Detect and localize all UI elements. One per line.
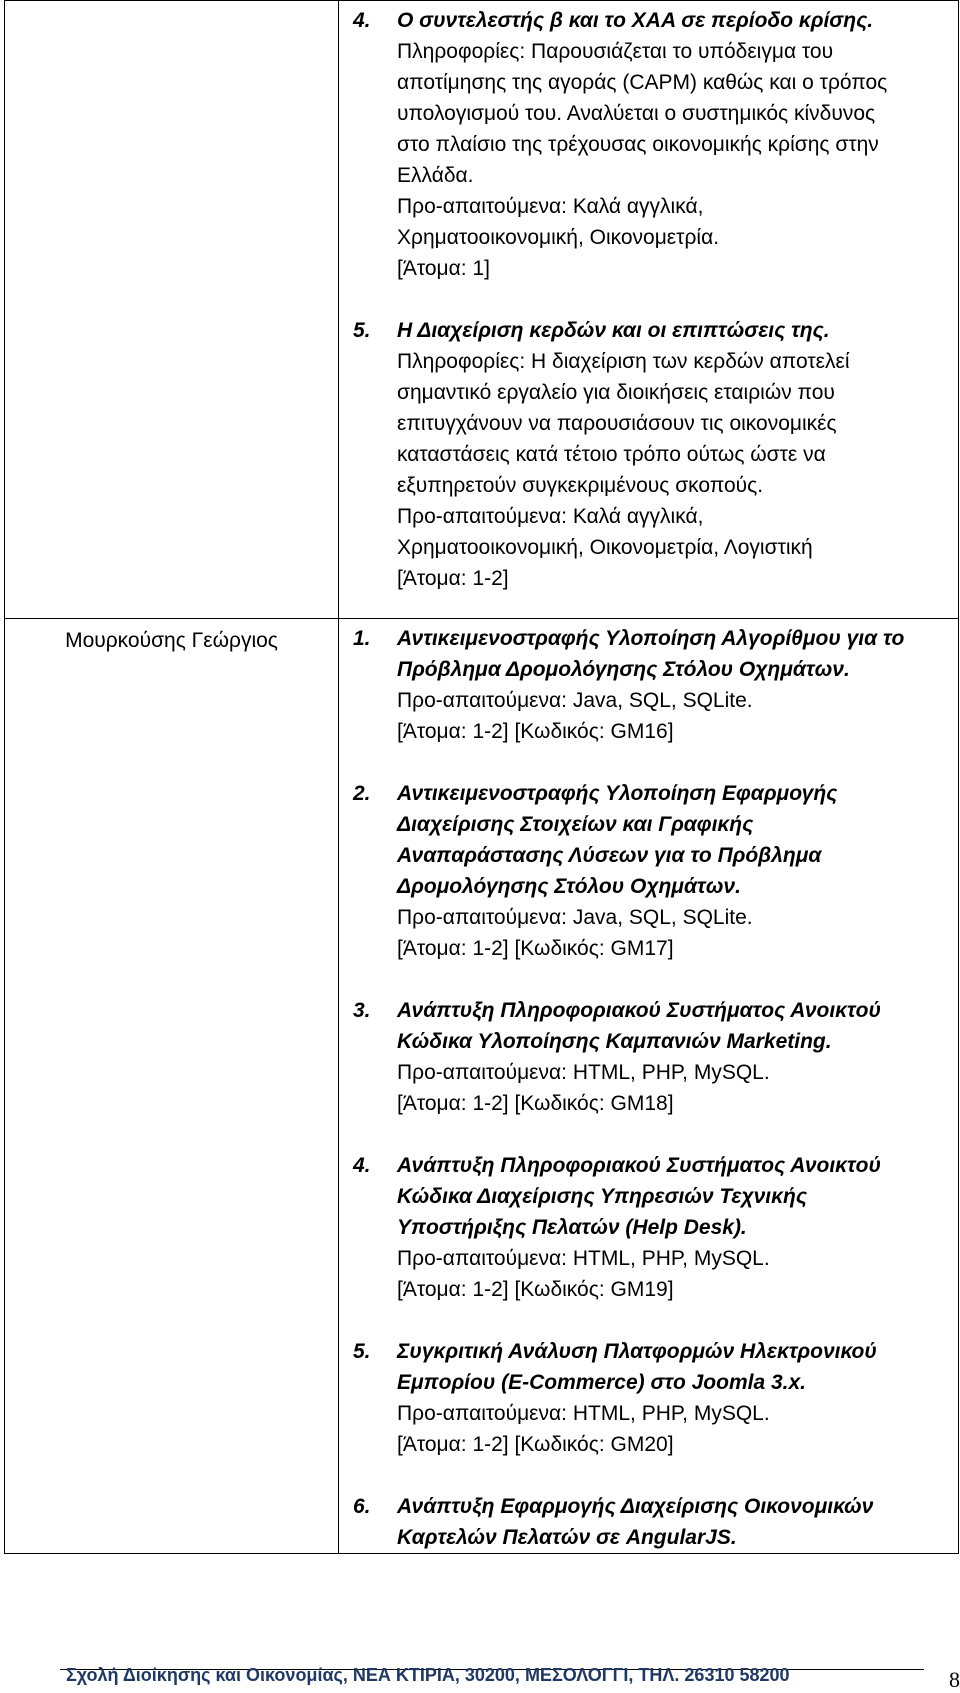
item-title-line: Καρτελών Πελατών σε AngularJS. [397, 1526, 737, 1549]
list-item [353, 1491, 948, 1553]
list-item [353, 1336, 948, 1460]
item-detail-line: αποτίμησης της αγοράς (CAPM) καθώς και ο τρόπος [397, 71, 888, 94]
item-body [397, 1336, 948, 1460]
list-item [353, 315, 948, 594]
item-title-line: Ο συντελεστής β και το ΧΑΑ σε περίοδο κρίσης. [397, 9, 874, 32]
item-body [397, 315, 948, 594]
item-title-line: Ανάπτυξη Εφαρμογής Διαχείρισης Οικονομικών [397, 1495, 874, 1518]
professor-name: Μουρκούσης Γεώργιος [65, 629, 278, 652]
item-detail-line: Προ-απαιτούμενα: Java, SQL, SQLite. [397, 689, 753, 712]
item-spacer [353, 964, 948, 995]
item-title-line: Κώδικα Διαχείρισης Υπηρεσιών Τεχνικής [397, 1185, 808, 1208]
item-number: 3. [353, 999, 371, 1022]
item-spacer [353, 1305, 948, 1336]
list-item [353, 5, 948, 284]
item-detail-line: [Άτομα: 1-2] [397, 567, 509, 590]
item-detail-line: [Άτομα: 1-2] [Κωδικός: GM20] [397, 1433, 674, 1456]
item-detail-line: εξυπηρετούν συγκεκριμένους σκοπούς. [397, 474, 764, 497]
item-spacer [353, 1119, 948, 1150]
item-detail-line: Προ-απαιτούμενα: HTML, PHP, MySQL. [397, 1061, 770, 1084]
list-item [353, 623, 948, 747]
item-title-line: Συγκριτική Ανάλυση Πλατφορμών Ηλεκτρονικού [397, 1340, 877, 1363]
item-title-line: Η Διαχείριση κερδών και οι επιπτώσεις της. [397, 319, 830, 342]
item-title-line: Διαχείρισης Στοιχείων και Γραφικής [397, 813, 754, 836]
item-detail-line: Προ-απαιτούμενα: Καλά αγγλικά, [397, 195, 704, 218]
item-title-line: Αντικειμενοστραφής Υλοποίηση Εφαρμογής [397, 782, 838, 805]
item-spacer [353, 1460, 948, 1491]
topics-cell [339, 619, 959, 1554]
item-detail-line: Προ-απαιτούμενα: HTML, PHP, MySQL. [397, 1247, 770, 1270]
page-number: 8 [949, 1667, 960, 1692]
item-detail-line: Χρηματοοικονομική, Οικονομετρία. [397, 226, 720, 249]
item-detail-line: Ελλάδα. [397, 164, 474, 187]
item-detail-line: [Άτομα: 1-2] [Κωδικός: GM16] [397, 720, 674, 743]
item-body [397, 623, 948, 747]
item-spacer [353, 284, 948, 315]
item-number: 1. [353, 627, 371, 650]
item-number: 6. [353, 1495, 371, 1518]
item-detail-line: επιτυγχάνουν να παρουσιάσουν τις οικονομικές [397, 412, 837, 435]
list-item [353, 995, 948, 1119]
item-spacer [353, 747, 948, 778]
item-number: 4. [353, 9, 371, 32]
footer-address: Σχολή Διοίκησης και Οικονομίας, ΝΕΑ ΚΤΙΡΙΑ, 30200, ΜΕΣΟΛΟΓΓΙ, ΤΗΛ. 26310 58200 [66, 1665, 790, 1685]
professor-cell [5, 1, 339, 619]
item-detail-line: [Άτομα: 1-2] [Κωδικός: GM17] [397, 937, 674, 960]
item-number: 4. [353, 1154, 371, 1177]
table-row [5, 1, 959, 619]
professor-cell [5, 619, 339, 1554]
item-detail-line: Πληροφορίες: Παρουσιάζεται το υπόδειγμα του [397, 40, 834, 63]
item-number: 5. [353, 1340, 371, 1363]
item-detail-line: Προ-απαιτούμενα: Java, SQL, SQLite. [397, 906, 753, 929]
item-body [397, 5, 948, 284]
item-body [397, 778, 948, 964]
item-detail-line: καταστάσεις κατά τέτοιο τρόπο ούτως ώστε να [397, 443, 826, 466]
item-title-line: Πρόβλημα Δρομολόγησης Στόλου Οχημάτων. [397, 658, 850, 681]
list-item [353, 1150, 948, 1305]
item-detail-line: Προ-απαιτούμενα: Καλά αγγλικά, [397, 505, 704, 528]
item-title-line: Εμπορίου (E-Commerce) στο Joomla 3.x. [397, 1371, 807, 1394]
item-detail-line: υπολογισμού του. Αναλύεται ο συστημικός κίνδυνος [397, 102, 876, 125]
item-body [397, 995, 948, 1119]
list-item [353, 778, 948, 964]
item-number: 2. [353, 782, 371, 805]
item-body [397, 1150, 948, 1305]
item-detail-line: Προ-απαιτούμενα: HTML, PHP, MySQL. [397, 1402, 770, 1425]
item-detail-line: Πληροφορίες: Η διαχείριση των κερδών αποτελεί [397, 350, 850, 373]
item-detail-line: [Άτομα: 1-2] [Κωδικός: GM18] [397, 1092, 674, 1115]
topics-cell [339, 1, 959, 619]
item-number: 5. [353, 319, 371, 342]
item-title-line: Αντικειμενοστραφής Υλοποίηση Αλγορίθμου για το [397, 627, 905, 650]
item-detail-line: σημαντικό εργαλείο για διοικήσεις εταιριών που [397, 381, 835, 404]
table-row [5, 619, 959, 1554]
item-detail-line: Χρηματοοικονομική, Οικονομετρία, Λογιστική [397, 536, 813, 559]
item-title-line: Δρομολόγησης Στόλου Οχημάτων. [397, 875, 741, 898]
item-detail-line: [Άτομα: 1-2] [Κωδικός: GM19] [397, 1278, 674, 1301]
thesis-topics-table [4, 0, 959, 1554]
item-body [397, 1491, 948, 1553]
item-title-line: Κώδικα Υλοποίησης Καμπανιών Marketing. [397, 1030, 832, 1053]
item-detail-line: [Άτομα: 1] [397, 257, 490, 280]
item-title-line: Αναπαράστασης Λύσεων για το Πρόβλημα [397, 844, 822, 867]
item-title-line: Ανάπτυξη Πληροφοριακού Συστήματος Ανοικτού [397, 1154, 881, 1177]
item-title-line: Υποστήριξης Πελατών (Help Desk). [397, 1216, 747, 1239]
item-detail-line: στο πλαίσιο της τρέχουσας οικονομικής κρίσης στην [397, 133, 879, 156]
item-title-line: Ανάπτυξη Πληροφοριακού Συστήματος Ανοικτού [397, 999, 881, 1022]
